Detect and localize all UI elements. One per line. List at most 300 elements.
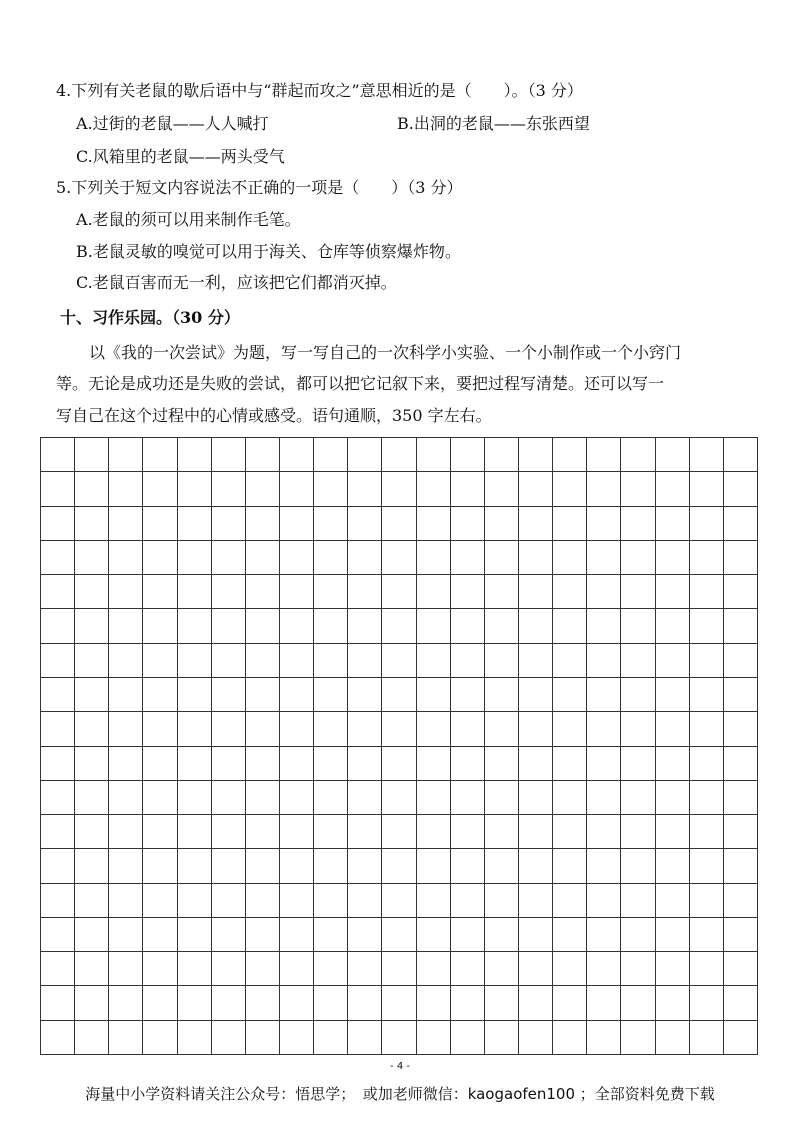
writing-grid-cell[interactable]: [587, 678, 621, 712]
writing-grid-cell[interactable]: [212, 678, 246, 712]
writing-grid-cell[interactable]: [519, 849, 553, 883]
writing-grid-cell[interactable]: [724, 678, 758, 712]
writing-grid-cell[interactable]: [280, 1021, 314, 1055]
writing-grid-cell[interactable]: [109, 472, 143, 506]
writing-grid-cell[interactable]: [178, 609, 212, 643]
writing-grid-cell[interactable]: [451, 575, 485, 609]
writing-grid-cell[interactable]: [724, 747, 758, 781]
writing-grid-cell[interactable]: [212, 747, 246, 781]
writing-grid-cell[interactable]: [621, 884, 655, 918]
writing-grid-cell[interactable]: [382, 438, 416, 472]
writing-grid-cell[interactable]: [519, 438, 553, 472]
writing-grid-cell[interactable]: [246, 884, 280, 918]
writing-grid-cell[interactable]: [246, 747, 280, 781]
writing-grid-cell[interactable]: [656, 884, 690, 918]
writing-grid-cell[interactable]: [178, 952, 212, 986]
writing-grid-cell[interactable]: [246, 781, 280, 815]
writing-grid-cell[interactable]: [519, 678, 553, 712]
writing-grid-cell[interactable]: [485, 1021, 519, 1055]
writing-grid-cell[interactable]: [382, 472, 416, 506]
writing-grid-cell[interactable]: [724, 849, 758, 883]
writing-grid-cell[interactable]: [178, 678, 212, 712]
writing-grid-cell[interactable]: [246, 507, 280, 541]
writing-grid[interactable]: [40, 437, 758, 1055]
writing-grid-cell[interactable]: [41, 986, 75, 1020]
writing-grid-cell[interactable]: [348, 541, 382, 575]
writing-grid-cell[interactable]: [246, 678, 280, 712]
writing-grid-cell[interactable]: [382, 884, 416, 918]
writing-grid-cell[interactable]: [382, 541, 416, 575]
writing-grid-cell[interactable]: [75, 575, 109, 609]
writing-grid-cell[interactable]: [382, 918, 416, 952]
writing-grid-cell[interactable]: [143, 678, 177, 712]
writing-grid-cell[interactable]: [109, 884, 143, 918]
writing-grid-cell[interactable]: [109, 712, 143, 746]
writing-grid-cell[interactable]: [621, 575, 655, 609]
writing-grid-cell[interactable]: [451, 712, 485, 746]
writing-grid-cell[interactable]: [553, 678, 587, 712]
writing-grid-cell[interactable]: [75, 918, 109, 952]
writing-grid-cell[interactable]: [246, 815, 280, 849]
writing-grid-cell[interactable]: [178, 575, 212, 609]
writing-grid-cell[interactable]: [280, 507, 314, 541]
writing-grid-cell[interactable]: [451, 472, 485, 506]
writing-grid-cell[interactable]: [451, 986, 485, 1020]
writing-grid-cell[interactable]: [485, 609, 519, 643]
writing-grid-cell[interactable]: [280, 472, 314, 506]
writing-grid-cell[interactable]: [75, 1021, 109, 1055]
writing-grid-cell[interactable]: [417, 781, 451, 815]
writing-grid-cell[interactable]: [656, 1021, 690, 1055]
writing-grid-cell[interactable]: [656, 644, 690, 678]
writing-grid-cell[interactable]: [212, 541, 246, 575]
writing-grid-cell[interactable]: [348, 644, 382, 678]
writing-grid-cell[interactable]: [109, 747, 143, 781]
writing-grid-cell[interactable]: [485, 575, 519, 609]
writing-grid-cell[interactable]: [75, 438, 109, 472]
writing-grid-cell[interactable]: [212, 781, 246, 815]
writing-grid-cell[interactable]: [75, 815, 109, 849]
writing-grid-cell[interactable]: [724, 609, 758, 643]
writing-grid-cell[interactable]: [41, 472, 75, 506]
writing-grid-cell[interactable]: [724, 438, 758, 472]
writing-grid-cell[interactable]: [724, 1021, 758, 1055]
writing-grid-cell[interactable]: [143, 575, 177, 609]
writing-grid-cell[interactable]: [41, 644, 75, 678]
writing-grid-cell[interactable]: [621, 712, 655, 746]
writing-grid-cell[interactable]: [109, 815, 143, 849]
writing-grid-cell[interactable]: [75, 849, 109, 883]
writing-grid-cell[interactable]: [656, 712, 690, 746]
writing-grid-cell[interactable]: [690, 884, 724, 918]
writing-grid-cell[interactable]: [519, 781, 553, 815]
writing-grid-cell[interactable]: [656, 918, 690, 952]
writing-grid-cell[interactable]: [417, 438, 451, 472]
writing-grid-cell[interactable]: [587, 781, 621, 815]
writing-grid-cell[interactable]: [348, 986, 382, 1020]
writing-grid-cell[interactable]: [41, 678, 75, 712]
writing-grid-cell[interactable]: [348, 609, 382, 643]
writing-grid-cell[interactable]: [212, 609, 246, 643]
writing-grid-cell[interactable]: [587, 575, 621, 609]
writing-grid-cell[interactable]: [553, 747, 587, 781]
writing-grid-cell[interactable]: [382, 609, 416, 643]
writing-grid-cell[interactable]: [280, 918, 314, 952]
writing-grid-cell[interactable]: [690, 438, 724, 472]
writing-grid-cell[interactable]: [690, 815, 724, 849]
writing-grid-cell[interactable]: [553, 815, 587, 849]
writing-grid-cell[interactable]: [178, 781, 212, 815]
writing-grid-cell[interactable]: [75, 884, 109, 918]
writing-grid-cell[interactable]: [451, 884, 485, 918]
writing-grid-cell[interactable]: [451, 541, 485, 575]
writing-grid-cell[interactable]: [417, 986, 451, 1020]
writing-grid-cell[interactable]: [451, 815, 485, 849]
writing-grid-cell[interactable]: [348, 472, 382, 506]
writing-grid-cell[interactable]: [246, 609, 280, 643]
writing-grid-cell[interactable]: [656, 575, 690, 609]
writing-grid-cell[interactable]: [178, 918, 212, 952]
writing-grid-cell[interactable]: [621, 952, 655, 986]
writing-grid-cell[interactable]: [348, 747, 382, 781]
writing-grid-cell[interactable]: [178, 815, 212, 849]
writing-grid-cell[interactable]: [246, 952, 280, 986]
writing-grid-cell[interactable]: [451, 918, 485, 952]
writing-grid-cell[interactable]: [553, 472, 587, 506]
writing-grid-cell[interactable]: [587, 747, 621, 781]
writing-grid-cell[interactable]: [553, 781, 587, 815]
writing-grid-cell[interactable]: [656, 507, 690, 541]
writing-grid-cell[interactable]: [143, 849, 177, 883]
writing-grid-cell[interactable]: [656, 986, 690, 1020]
writing-grid-cell[interactable]: [587, 472, 621, 506]
writing-grid-cell[interactable]: [621, 678, 655, 712]
writing-grid-cell[interactable]: [621, 849, 655, 883]
writing-grid-cell[interactable]: [690, 986, 724, 1020]
writing-grid-cell[interactable]: [280, 575, 314, 609]
writing-grid-cell[interactable]: [41, 781, 75, 815]
writing-grid-cell[interactable]: [41, 575, 75, 609]
writing-grid-cell[interactable]: [143, 918, 177, 952]
writing-grid-cell[interactable]: [656, 438, 690, 472]
writing-grid-cell[interactable]: [553, 884, 587, 918]
writing-grid-cell[interactable]: [212, 644, 246, 678]
writing-grid-cell[interactable]: [553, 575, 587, 609]
writing-grid-cell[interactable]: [109, 438, 143, 472]
writing-grid-cell[interactable]: [41, 712, 75, 746]
writing-grid-cell[interactable]: [485, 849, 519, 883]
writing-grid-cell[interactable]: [417, 747, 451, 781]
writing-grid-cell[interactable]: [348, 918, 382, 952]
writing-grid-cell[interactable]: [280, 438, 314, 472]
writing-grid-cell[interactable]: [280, 781, 314, 815]
writing-grid-cell[interactable]: [519, 815, 553, 849]
writing-grid-cell[interactable]: [417, 918, 451, 952]
writing-grid-cell[interactable]: [690, 849, 724, 883]
writing-grid-cell[interactable]: [417, 507, 451, 541]
writing-grid-cell[interactable]: [519, 986, 553, 1020]
writing-grid-cell[interactable]: [280, 609, 314, 643]
writing-grid-cell[interactable]: [109, 609, 143, 643]
writing-grid-cell[interactable]: [690, 472, 724, 506]
writing-grid-cell[interactable]: [382, 849, 416, 883]
writing-grid-cell[interactable]: [621, 815, 655, 849]
writing-grid-cell[interactable]: [143, 952, 177, 986]
writing-grid-cell[interactable]: [280, 678, 314, 712]
writing-grid-cell[interactable]: [724, 918, 758, 952]
writing-grid-cell[interactable]: [519, 918, 553, 952]
writing-grid-cell[interactable]: [178, 1021, 212, 1055]
writing-grid-cell[interactable]: [553, 438, 587, 472]
writing-grid-cell[interactable]: [143, 747, 177, 781]
writing-grid-cell[interactable]: [280, 747, 314, 781]
writing-grid-cell[interactable]: [587, 952, 621, 986]
writing-grid-cell[interactable]: [143, 986, 177, 1020]
writing-grid-cell[interactable]: [382, 747, 416, 781]
writing-grid-cell[interactable]: [451, 678, 485, 712]
writing-grid-cell[interactable]: [314, 678, 348, 712]
writing-grid-cell[interactable]: [143, 644, 177, 678]
writing-grid-cell[interactable]: [553, 1021, 587, 1055]
writing-grid-cell[interactable]: [75, 747, 109, 781]
writing-grid-cell[interactable]: [519, 472, 553, 506]
writing-grid-cell[interactable]: [178, 644, 212, 678]
writing-grid-cell[interactable]: [656, 609, 690, 643]
writing-grid-cell[interactable]: [280, 849, 314, 883]
writing-grid-cell[interactable]: [41, 918, 75, 952]
writing-grid-cell[interactable]: [553, 644, 587, 678]
writing-grid-cell[interactable]: [553, 918, 587, 952]
writing-grid-cell[interactable]: [587, 849, 621, 883]
writing-grid-cell[interactable]: [109, 507, 143, 541]
writing-grid-cell[interactable]: [143, 541, 177, 575]
writing-grid-cell[interactable]: [246, 849, 280, 883]
writing-grid-cell[interactable]: [553, 952, 587, 986]
writing-grid-cell[interactable]: [314, 1021, 348, 1055]
writing-grid-cell[interactable]: [553, 507, 587, 541]
writing-grid-cell[interactable]: [314, 472, 348, 506]
writing-grid-cell[interactable]: [178, 472, 212, 506]
writing-grid-cell[interactable]: [690, 609, 724, 643]
writing-grid-cell[interactable]: [519, 609, 553, 643]
writing-grid-cell[interactable]: [143, 815, 177, 849]
writing-grid-cell[interactable]: [109, 952, 143, 986]
writing-grid-cell[interactable]: [382, 986, 416, 1020]
writing-grid-cell[interactable]: [314, 918, 348, 952]
writing-grid-cell[interactable]: [41, 541, 75, 575]
writing-grid-cell[interactable]: [621, 747, 655, 781]
writing-grid-cell[interactable]: [451, 849, 485, 883]
writing-grid-cell[interactable]: [143, 884, 177, 918]
writing-grid-cell[interactable]: [451, 1021, 485, 1055]
writing-grid-cell[interactable]: [382, 781, 416, 815]
writing-grid-cell[interactable]: [724, 644, 758, 678]
writing-grid-cell[interactable]: [485, 541, 519, 575]
writing-grid-cell[interactable]: [485, 781, 519, 815]
writing-grid-cell[interactable]: [178, 438, 212, 472]
writing-grid-cell[interactable]: [451, 781, 485, 815]
writing-grid-cell[interactable]: [314, 712, 348, 746]
writing-grid-cell[interactable]: [519, 884, 553, 918]
writing-grid-cell[interactable]: [212, 918, 246, 952]
writing-grid-cell[interactable]: [656, 781, 690, 815]
writing-grid-cell[interactable]: [246, 575, 280, 609]
writing-grid-cell[interactable]: [246, 986, 280, 1020]
writing-grid-cell[interactable]: [41, 884, 75, 918]
writing-grid-cell[interactable]: [485, 918, 519, 952]
writing-grid-cell[interactable]: [724, 472, 758, 506]
writing-grid-cell[interactable]: [621, 609, 655, 643]
writing-grid-cell[interactable]: [212, 952, 246, 986]
writing-grid-cell[interactable]: [348, 781, 382, 815]
writing-grid-cell[interactable]: [41, 815, 75, 849]
writing-grid-cell[interactable]: [314, 575, 348, 609]
writing-grid-cell[interactable]: [109, 986, 143, 1020]
writing-grid-cell[interactable]: [485, 712, 519, 746]
writing-grid-cell[interactable]: [109, 781, 143, 815]
writing-grid-cell[interactable]: [417, 575, 451, 609]
writing-grid-cell[interactable]: [656, 678, 690, 712]
writing-grid-cell[interactable]: [621, 541, 655, 575]
writing-grid-cell[interactable]: [690, 781, 724, 815]
writing-grid-cell[interactable]: [41, 609, 75, 643]
writing-grid-cell[interactable]: [519, 952, 553, 986]
writing-grid-cell[interactable]: [690, 644, 724, 678]
writing-grid-cell[interactable]: [451, 747, 485, 781]
writing-grid-cell[interactable]: [519, 575, 553, 609]
writing-grid-cell[interactable]: [75, 472, 109, 506]
writing-grid-cell[interactable]: [656, 815, 690, 849]
writing-grid-cell[interactable]: [417, 678, 451, 712]
writing-grid-cell[interactable]: [246, 644, 280, 678]
writing-grid-cell[interactable]: [143, 507, 177, 541]
writing-grid-cell[interactable]: [485, 986, 519, 1020]
writing-grid-cell[interactable]: [178, 541, 212, 575]
writing-grid-cell[interactable]: [280, 712, 314, 746]
writing-grid-cell[interactable]: [41, 507, 75, 541]
writing-grid-cell[interactable]: [724, 952, 758, 986]
writing-grid-cell[interactable]: [75, 781, 109, 815]
writing-grid-cell[interactable]: [587, 918, 621, 952]
writing-grid-cell[interactable]: [621, 507, 655, 541]
writing-grid-cell[interactable]: [724, 815, 758, 849]
writing-grid-cell[interactable]: [587, 644, 621, 678]
writing-grid-cell[interactable]: [348, 678, 382, 712]
writing-grid-cell[interactable]: [587, 541, 621, 575]
writing-grid-cell[interactable]: [212, 507, 246, 541]
writing-grid-cell[interactable]: [75, 986, 109, 1020]
writing-grid-cell[interactable]: [178, 884, 212, 918]
writing-grid-cell[interactable]: [587, 507, 621, 541]
writing-grid-cell[interactable]: [314, 438, 348, 472]
writing-grid-cell[interactable]: [178, 986, 212, 1020]
writing-grid-cell[interactable]: [41, 849, 75, 883]
writing-grid-cell[interactable]: [724, 507, 758, 541]
writing-grid-cell[interactable]: [656, 952, 690, 986]
writing-grid-cell[interactable]: [212, 849, 246, 883]
writing-grid-cell[interactable]: [656, 472, 690, 506]
writing-grid-cell[interactable]: [41, 747, 75, 781]
writing-grid-cell[interactable]: [451, 952, 485, 986]
writing-grid-cell[interactable]: [724, 575, 758, 609]
writing-grid-cell[interactable]: [621, 781, 655, 815]
writing-grid-cell[interactable]: [109, 541, 143, 575]
writing-grid-cell[interactable]: [724, 541, 758, 575]
writing-grid-cell[interactable]: [314, 952, 348, 986]
writing-grid-cell[interactable]: [690, 918, 724, 952]
writing-grid-cell[interactable]: [212, 986, 246, 1020]
writing-grid-cell[interactable]: [314, 609, 348, 643]
writing-grid-cell[interactable]: [109, 849, 143, 883]
writing-grid-cell[interactable]: [143, 438, 177, 472]
writing-grid-cell[interactable]: [75, 678, 109, 712]
writing-grid-cell[interactable]: [314, 781, 348, 815]
writing-grid-cell[interactable]: [690, 712, 724, 746]
writing-grid-cell[interactable]: [553, 541, 587, 575]
writing-grid-cell[interactable]: [75, 541, 109, 575]
writing-grid-cell[interactable]: [690, 952, 724, 986]
writing-grid-cell[interactable]: [587, 1021, 621, 1055]
writing-grid-cell[interactable]: [314, 986, 348, 1020]
writing-grid-cell[interactable]: [724, 884, 758, 918]
writing-grid-cell[interactable]: [485, 438, 519, 472]
writing-grid-cell[interactable]: [417, 815, 451, 849]
writing-grid-cell[interactable]: [143, 712, 177, 746]
writing-grid-cell[interactable]: [621, 644, 655, 678]
writing-grid-cell[interactable]: [280, 815, 314, 849]
writing-grid-cell[interactable]: [178, 507, 212, 541]
writing-grid-cell[interactable]: [451, 609, 485, 643]
writing-grid-cell[interactable]: [519, 507, 553, 541]
writing-grid-cell[interactable]: [348, 1021, 382, 1055]
writing-grid-cell[interactable]: [109, 918, 143, 952]
writing-grid-cell[interactable]: [382, 815, 416, 849]
writing-grid-cell[interactable]: [485, 815, 519, 849]
writing-grid-cell[interactable]: [348, 438, 382, 472]
writing-grid-cell[interactable]: [417, 849, 451, 883]
writing-grid-cell[interactable]: [382, 575, 416, 609]
writing-grid-cell[interactable]: [553, 986, 587, 1020]
writing-grid-cell[interactable]: [212, 1021, 246, 1055]
writing-grid-cell[interactable]: [553, 609, 587, 643]
writing-grid-cell[interactable]: [246, 472, 280, 506]
writing-grid-cell[interactable]: [519, 747, 553, 781]
writing-grid-cell[interactable]: [280, 986, 314, 1020]
writing-grid-cell[interactable]: [75, 644, 109, 678]
writing-grid-cell[interactable]: [382, 712, 416, 746]
writing-grid-cell[interactable]: [280, 541, 314, 575]
writing-grid-cell[interactable]: [212, 472, 246, 506]
writing-grid-cell[interactable]: [314, 815, 348, 849]
writing-grid-cell[interactable]: [724, 712, 758, 746]
writing-grid-cell[interactable]: [143, 781, 177, 815]
writing-grid-cell[interactable]: [587, 609, 621, 643]
writing-grid-cell[interactable]: [41, 438, 75, 472]
writing-grid-cell[interactable]: [417, 541, 451, 575]
writing-grid-cell[interactable]: [690, 1021, 724, 1055]
writing-grid-cell[interactable]: [382, 1021, 416, 1055]
writing-grid-cell[interactable]: [178, 712, 212, 746]
writing-grid-cell[interactable]: [587, 712, 621, 746]
writing-grid-cell[interactable]: [348, 952, 382, 986]
writing-grid-cell[interactable]: [553, 712, 587, 746]
writing-grid-cell[interactable]: [382, 678, 416, 712]
writing-grid-cell[interactable]: [382, 952, 416, 986]
writing-grid-cell[interactable]: [621, 472, 655, 506]
writing-grid-cell[interactable]: [314, 644, 348, 678]
writing-grid-cell[interactable]: [280, 952, 314, 986]
writing-grid-cell[interactable]: [348, 815, 382, 849]
